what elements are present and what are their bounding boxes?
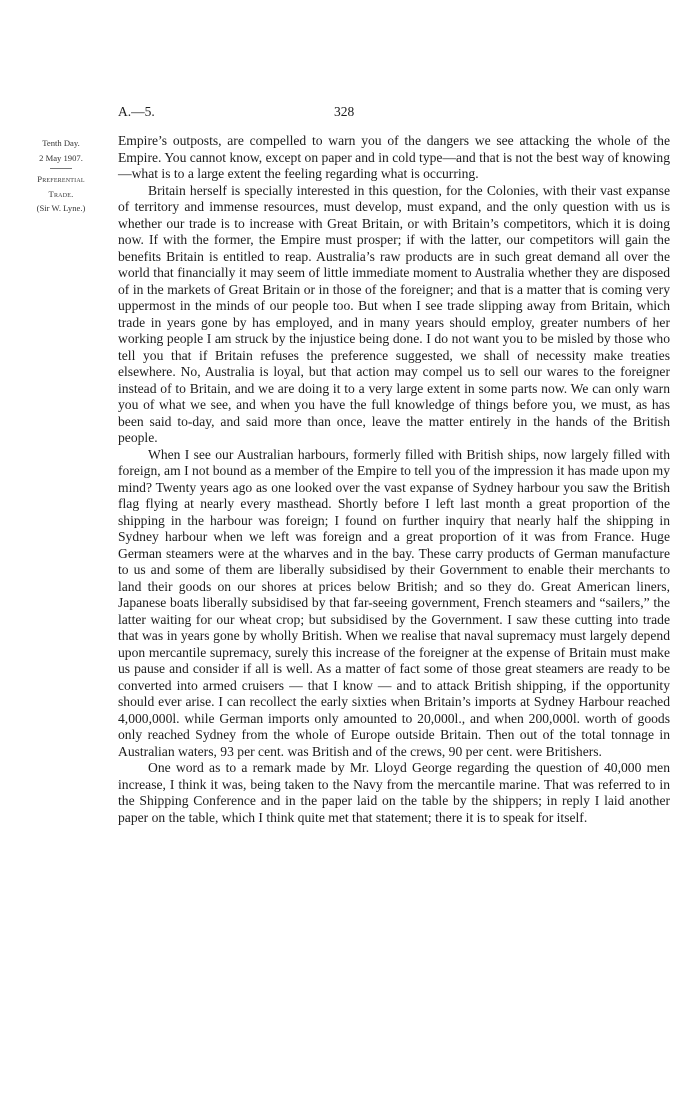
paragraph-1: Empire’s outposts, are compelled to warn you of the dangers we see attacking the whole of the Empire. You cannot know, except on paper and in cold type—and that is not the best way of knowing—what is to a large extent the feeling regarding what is occurring. <box>118 133 670 181</box>
margin-day: Tenth Day. <box>42 138 80 148</box>
page-number: 328 <box>334 104 355 119</box>
series-label: A.—5. <box>118 104 155 119</box>
margin-topic-line1: Preferential <box>37 174 85 184</box>
margin-topic-line2: Trade. <box>48 188 74 199</box>
margin-note <box>14 136 108 216</box>
body-text <box>118 133 670 826</box>
paragraph-3: When I see our Australian harbours, formerly filled with British ships, now largely filled with foreign, am I not bound as a member of the Empire to tell you of the impression it has made upon my mind? Twenty years ago as one looked over the vast expanse of Sydney harbour you saw the British flag flying at nearly every masthead. Shortly before I left last month a great proportion of the shipping in the harbour was foreign; I found on further inquiry that nearly half the shipping in Sydney harbour when we left was foreign and a great proportion of it was from France. Huge German steamers were at the wharves and in the bay. These carry products of German manufacture to us and some of them are liberally subsidised by their Government to enable their merchants to land their goods on our shores at prices below British; and so they do. Great American liners, Japanese boats liberally subsidised by that far-seeing government, French steamers and “sailers,” the latter waiting for our wheat crop; but subsidised by the Government. I saw these cutting into trade that was in years gone by wholly British. When we realise that naval supremacy must largely depend upon mercantile supremacy, surely this increase of the foreigner at the expense of Britain must make us pause and consider if all is well. As a matter of fact some of those great steamers are ready to be converted into armed cruisers — that I know — and to attack British shipping, if the opportunity should ever arise. I can recollect the early sixties when Britain’s imports at Sydney Harbour reached 4,000,000l. while German imports only amounted to 20,000l., and when 200,000l. worth of goods only reached Sydney from the whole of Europe outside Britain. Then out of the total tonnage in Australian waters, 93 per cent. was British and of the crews, 90 per cent. were Britishers. <box>118 446 670 759</box>
margin-date: 2 May 1907. <box>39 152 83 163</box>
page-header <box>118 104 670 122</box>
paragraph-4: One word as to a remark made by Mr. Lloyd George regarding the question of 40,000 men increase, I think it was, being taken to the Navy from the mercantile marine. That was referred to in the Shipping Conference and in the paper laid on the table by the shippers; in reply I laid another paper on the table, which I think quite met that statement; there it is to speak for itself. <box>118 760 670 825</box>
margin-speaker: (Sir W. Lyne.) <box>36 203 86 213</box>
paragraph-2: Britain herself is specially interested in this question, for the Colonies, with their vast expanse of territory and immense resources, must develop, must expand, and the only question with us is whether our trade is to increase with Great Britain, or with Britain’s competitors, which it is doing now. If with the former, the Empire must prosper; if with the latter, our competitors will gain the benefits Britain is entitled to reap. Australia’s raw products are in such great demand all over the world that financially it may seem of little immediate moment to Australia whether they are disposed of in the markets of Great Britain or in those of the foreigner; and that is a matter that is coming very uppermost in the minds of our people too. But when I see trade slipping away from Britain, which trade in years gone by has employed, and in many years should employ, greater numbers of her working people I am struck by the injustice being done. I do not want you to be misled by those who tell you that if Britain refuses the preference suggested, we shall of necessity make treaties elsewhere. No, Australia is loyal, but that action may compel us to sell our wares to the foreigner instead of to Britain, and we are doing it to a very large extent in some parts now. We can only warn you of what we see, and when you have the full knowledge of things before you, we must, as has been said to-day, and said more than once, leave the matter entirely in the hands of the British people. <box>118 182 670 445</box>
